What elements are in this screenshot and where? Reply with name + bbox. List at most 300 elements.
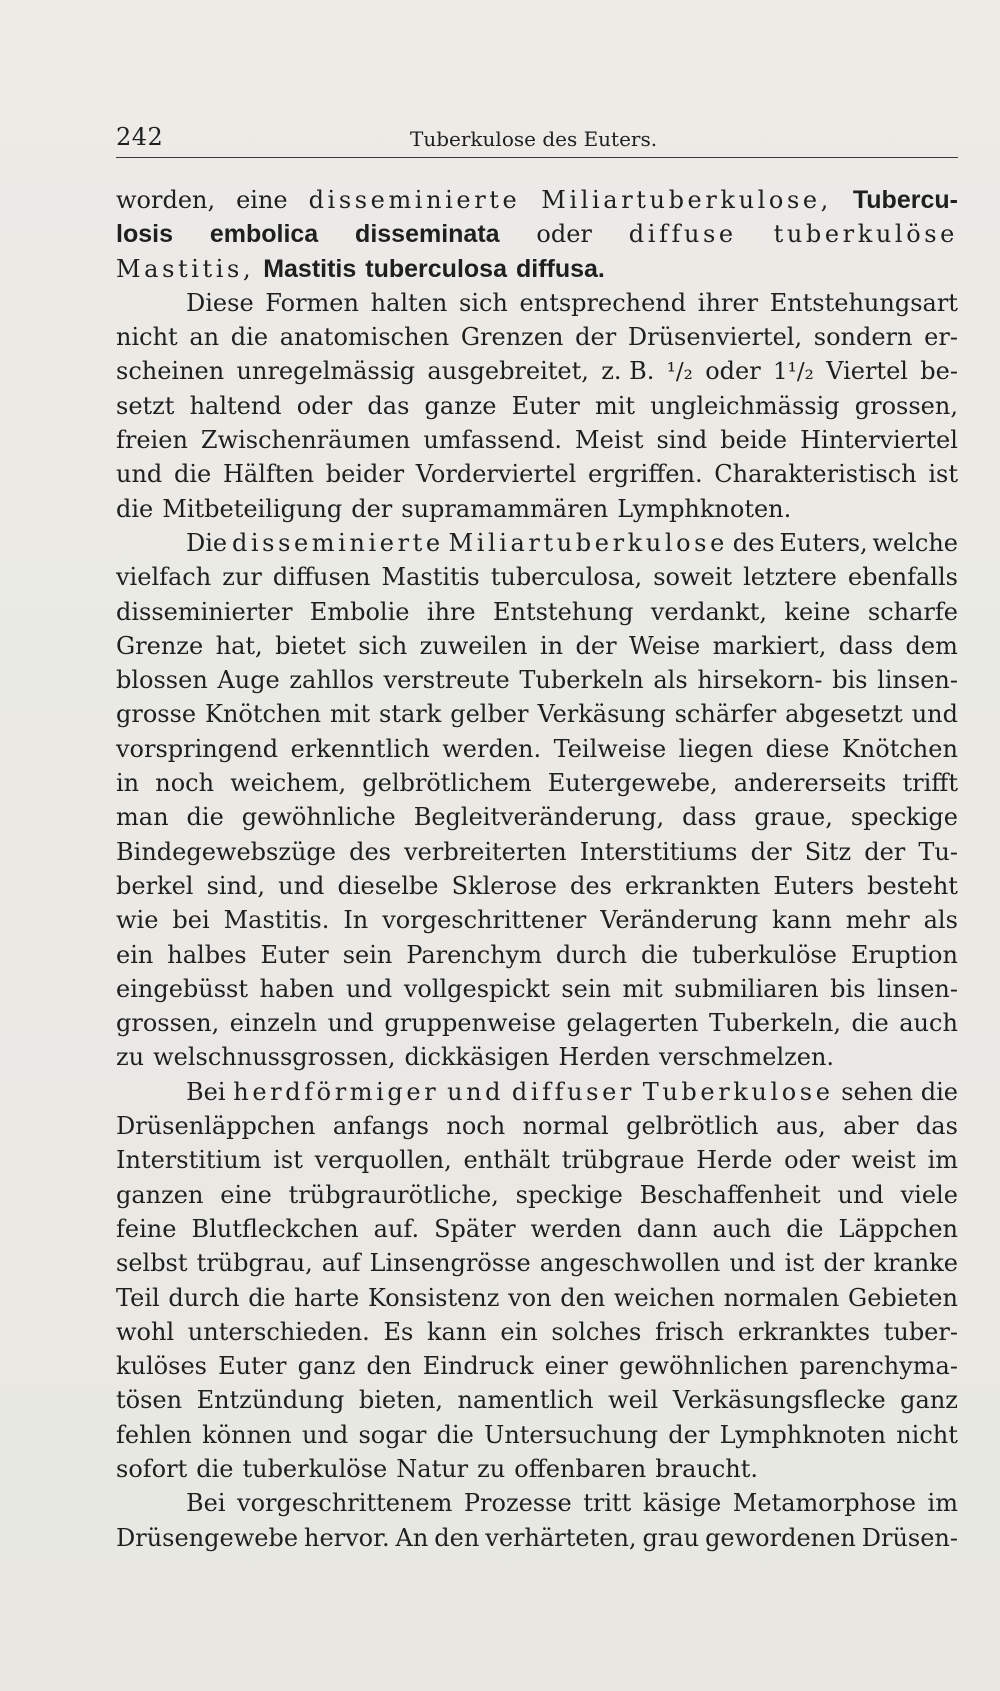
word: werden [530,1214,622,1243]
text-line [116,423,958,457]
word: noch [155,769,215,798]
word: diese [765,734,830,763]
page-header [116,123,958,158]
word: grossen, [116,1009,220,1038]
word: eine [236,186,288,214]
word: unterschieden. [187,1317,370,1346]
word: grosse [116,700,197,729]
word: sein [561,974,611,1003]
word: auf. [373,1214,420,1243]
spaced-term: Miliartuberkulose, [541,186,832,214]
word: linsen- [877,974,958,1003]
word: welche [872,528,958,557]
word: Drüsenläppchen [116,1112,316,1141]
word: Tuberkeln [519,666,644,695]
word: auch [712,1214,772,1243]
word: Entstehung [492,597,634,626]
text-line [116,1006,958,1040]
word: anfangs [332,1112,429,1141]
word: verdankt, [650,597,768,626]
word: offenbaren [514,1454,647,1483]
word: käsige [642,1489,722,1518]
word: Viertel [826,357,908,386]
word: Beschaffenheit [639,1180,821,1209]
word: Metamorphose [732,1489,916,1518]
word: linsen- [877,666,958,695]
word: Eutergewebe, [547,769,718,798]
word: Parenchym [406,940,542,969]
text-line [116,354,958,388]
text-line [116,663,958,697]
word: vielfach [116,563,212,592]
word: vorgeschrittener [382,906,587,935]
word: ein [500,1317,538,1346]
word: bietet [275,631,346,660]
text-line [116,1383,958,1417]
word: stark [379,700,442,729]
word: anatomischen [279,323,450,352]
bold-term: Tubercu- [852,186,958,214]
text-line [116,1212,958,1246]
word: in [539,631,564,660]
word: einer [544,1352,608,1381]
word: Interstitiums [579,837,738,866]
word: im [927,1489,958,1518]
word: und [837,1180,884,1209]
spaced-term: herdförmiger [233,1077,440,1106]
word: Sitz [804,837,852,866]
word: sofort [116,1454,188,1483]
word: Eindruck [422,1352,534,1381]
word: als [653,666,688,695]
word: gelagerten [566,1009,699,1038]
bold-term: Mastitis [263,254,357,283]
word: zahllos [289,666,374,695]
word: auch [899,1009,958,1038]
word: die [116,494,154,523]
word: ist [928,460,958,489]
word: kann [426,1317,487,1346]
word: tuberculosa, [490,563,643,592]
word: normalen [723,1283,840,1312]
word: ganze [424,391,497,420]
word: namentlich [457,1386,594,1415]
text-line [116,560,958,594]
word: verschmelzen. [659,1043,835,1072]
word: die [786,1214,824,1243]
word: der [575,323,617,352]
word: er- [924,323,958,352]
word: Konsistenz [367,1283,500,1312]
word: der [575,631,617,660]
word: Gebieten [848,1283,958,1312]
spaced-term: tuberkulöse [773,220,958,249]
bold-term: losis [116,220,173,249]
text-line [116,1281,958,1315]
word: zur [222,563,262,592]
word: und [911,700,958,729]
word: sogar [358,1420,427,1449]
text-line [116,1521,958,1555]
word: diffusen [272,563,371,592]
word: Charakteristisch [714,460,917,489]
word: scharfe [867,597,958,626]
word: Tu- [918,837,958,866]
word: dass [682,803,737,832]
word: noch [446,1112,506,1141]
word: halten [370,288,448,317]
word: feine [116,1214,177,1243]
word: harte [294,1283,360,1312]
body-text [116,183,958,1555]
word: wie [116,906,159,935]
word: den [366,1352,412,1381]
text-line [116,732,958,766]
word: haben [259,974,335,1003]
word: Knötchen [205,700,322,729]
word: die [436,1420,474,1449]
word: an [189,323,220,352]
word: Embolie [309,597,410,626]
word: und [301,1420,349,1449]
word: die [641,940,679,969]
text-line [116,1109,958,1143]
word: nicht [116,323,178,352]
word: Verkäsungsflecke [672,1386,886,1415]
word: die [196,1454,234,1483]
word: tuber- [883,1317,958,1346]
word: Läppchen [838,1214,958,1243]
word: sich [358,631,408,660]
word: durch [168,1283,240,1312]
text-line [116,389,958,423]
word: tuberkulöse [242,1454,388,1483]
word: Interstitium [116,1146,262,1175]
word: bieten, [358,1386,444,1415]
word: Lymphknoten [719,1420,886,1449]
word: selbst [116,1249,188,1278]
word: hat, [215,631,263,660]
word: ein [116,940,154,969]
word: ganz [297,1352,356,1381]
text-line [116,1418,958,1452]
word: freien [116,426,188,455]
word: Teilweise [553,734,667,763]
word: oder [536,220,592,249]
word: vorgeschrittenem [237,1489,453,1518]
word: der [351,494,393,523]
word: keine [784,597,851,626]
word: verbreiterten [404,837,567,866]
word: Meist [575,426,644,455]
word: die [230,323,269,352]
text-line [116,1075,958,1109]
word: ungleichmässig [650,391,840,420]
word: Euters, [779,528,868,557]
bold-term: embolica [209,220,319,249]
word: Euter [218,1352,287,1381]
word: erkranktes [737,1317,871,1346]
word: Zwischenräumen [200,426,411,455]
word: im [927,1146,958,1175]
text-line [116,492,958,526]
word: z. B. [601,357,655,386]
word: aus, [775,1112,826,1141]
word: weist [851,1146,916,1175]
word: parenchyma- [799,1352,958,1381]
word: fehlen [116,1420,192,1449]
word: Drüsen- [861,1523,958,1552]
word: oder [296,391,353,420]
word: der [864,837,906,866]
text-line [116,800,958,834]
word: trübgraue [561,1146,685,1175]
word: speckige [515,1180,623,1209]
text-line [116,938,958,972]
spaced-term: diffuse [628,220,737,249]
word: in [116,769,140,798]
text-line [116,252,958,286]
text-line [116,1486,958,1520]
word: entsprechend [519,288,687,317]
word: ganzen [116,1180,204,1209]
word: beide [720,426,788,455]
spaced-term: disseminierte [231,528,444,557]
word: haltend [189,391,282,420]
word: unregelmässig [236,357,416,386]
text-line [116,1315,958,1349]
word: angeschwollen [539,1249,721,1278]
word: gelbrötlichem [362,769,532,798]
word: sind [656,426,708,455]
word: Herde [696,1146,773,1175]
text-line [116,595,958,629]
text-line [116,1143,958,1177]
word: trifft [902,769,958,798]
word: zuweilen [419,631,528,660]
word: abgesetzt [785,700,903,729]
word: gelber [450,700,529,729]
word: Knötchen [841,734,958,763]
word: solches [551,1317,642,1346]
word: erkenntlich [290,734,430,763]
word: Vorderviertel [415,460,577,489]
text-line [116,1452,958,1486]
word: Diese [186,288,254,317]
word: man [116,803,169,832]
text-line [116,217,958,251]
word: liegen [678,734,754,763]
word: eine [220,1180,272,1209]
word: sind, [206,871,266,900]
text-line [116,1178,958,1212]
word: Grenzen [460,323,564,352]
word: Prozesse [463,1489,572,1518]
word: zu [477,1454,506,1483]
text-line [116,1040,958,1074]
word: be- [920,357,958,386]
word: Herden [558,1043,651,1072]
word: An [395,1523,429,1552]
word: dann [636,1214,698,1243]
word: einzeln [229,1009,318,1038]
word: gewordenen [705,1523,856,1552]
word: der [750,837,792,866]
bold-term: disseminata [355,220,500,249]
word: ¹/₂ [666,359,693,386]
word: tösen [116,1386,183,1415]
word: blossen [116,666,208,695]
word: hervor. [303,1523,390,1552]
word: gewöhnlichen [618,1352,789,1381]
word: viele [900,1180,958,1209]
running-title: Tuberkulose des Euters. [410,127,658,151]
word: kranke [873,1249,958,1278]
text-line [116,629,958,663]
word: Lymphknoten. [617,494,792,523]
word: Grenze [116,631,204,660]
word: ausgebreitet, [427,357,589,386]
word: gelbrötlich [626,1112,759,1141]
text-line [116,1246,958,1280]
word: Teil [116,1283,160,1312]
word: verquollen, [314,1146,452,1175]
word: normal [522,1112,609,1141]
word: andererseits [733,769,887,798]
word: ihrer [697,288,759,317]
word: oder [784,1146,840,1175]
word: beider [325,460,405,489]
word: Mastitis [381,563,480,592]
word: frisch [654,1317,725,1346]
word: Drüsenviertel, [627,323,803,352]
word: weil [608,1386,659,1415]
word: Verkäsung [537,700,666,729]
word: ganz [900,1386,958,1415]
bold-term: tuberculosa [365,254,507,283]
spaced-term: und [447,1077,505,1106]
word: ergriffen. [588,460,703,489]
word: schärfer [674,700,777,729]
word: mehr [845,906,910,935]
text-line [116,835,958,869]
word: Weise [629,631,701,660]
text-line [116,766,958,800]
word: den [434,1523,480,1552]
bold-term: diffusa. [515,254,605,283]
word: des [570,871,612,900]
word: Entstehungsart [769,288,958,317]
word: eingebüsst [116,974,248,1003]
word: gruppenweise [384,1009,556,1038]
word: tritt [583,1489,632,1518]
word: kulöses [116,1352,207,1381]
word: mit [595,391,636,420]
spaced-term: disseminierte [308,186,521,214]
word: Hälften [222,460,315,489]
word: des [349,837,391,866]
word: weichem, [230,769,347,798]
word: oder [705,357,761,386]
word: setzt [116,391,175,420]
word: Euters [773,871,855,900]
word: Es [383,1317,414,1346]
word: besteht [867,871,958,900]
word: verhärteten, [485,1523,637,1552]
word: ebenfalls [847,563,958,592]
word: die [851,1009,889,1038]
word: letztere [743,563,837,592]
word: Linsengrösse [369,1249,531,1278]
word: grossen, [854,391,958,420]
word: Hinterviertel [800,426,958,455]
word: Bindegewebszüge [116,837,336,866]
word: ist [273,1146,303,1175]
text-line [116,526,958,560]
word: zu [116,1043,145,1072]
word: aber [843,1112,899,1141]
word: können [202,1420,292,1449]
word: Euter [260,940,329,969]
word: mit [622,974,663,1003]
word: dass [838,631,894,660]
word: Entzündung [196,1386,345,1415]
word: erkrankten [624,871,761,900]
word: Mastitis. [223,906,330,935]
text-line [116,869,958,903]
word: kann [772,906,832,935]
word: supramammären [401,494,609,523]
word: disseminierter [116,597,293,626]
word: ist [784,1249,815,1278]
word: vorspringend [116,734,279,763]
word: durch [555,940,628,969]
word: weichen [613,1283,715,1312]
word: sehen [841,1077,913,1106]
word: und [729,1249,776,1278]
word: dem [905,631,958,660]
word: Formen [265,288,359,317]
text-line [116,320,958,354]
word: die [248,1283,286,1312]
word: die [920,1077,958,1106]
word: von [508,1283,552,1312]
word: die [186,803,224,832]
word: worden, [116,186,216,214]
word: und [327,1009,374,1038]
word: Eruption [850,940,958,969]
text-line [116,903,958,937]
word: gewöhnliche [241,803,396,832]
spaced-term: Mastitis, [116,254,255,283]
spaced-term: Miliartuberkulose [448,528,728,557]
word: werden. [442,734,542,763]
word: welschnussgrossen, [153,1043,396,1072]
word: dickkäsigen [404,1043,550,1072]
word: und [345,974,393,1003]
word: Blutfleckchen [191,1214,359,1243]
word: berkel [116,871,194,900]
word: bis [832,666,868,695]
word: sein [342,940,393,969]
spaced-term: Tuberkulose [642,1077,834,1106]
text-line [116,1349,958,1383]
word: sondern [813,323,913,352]
word: dieselbe [337,871,439,900]
word: enthält [463,1146,550,1175]
word: der [668,1420,710,1449]
word: als [923,906,958,935]
